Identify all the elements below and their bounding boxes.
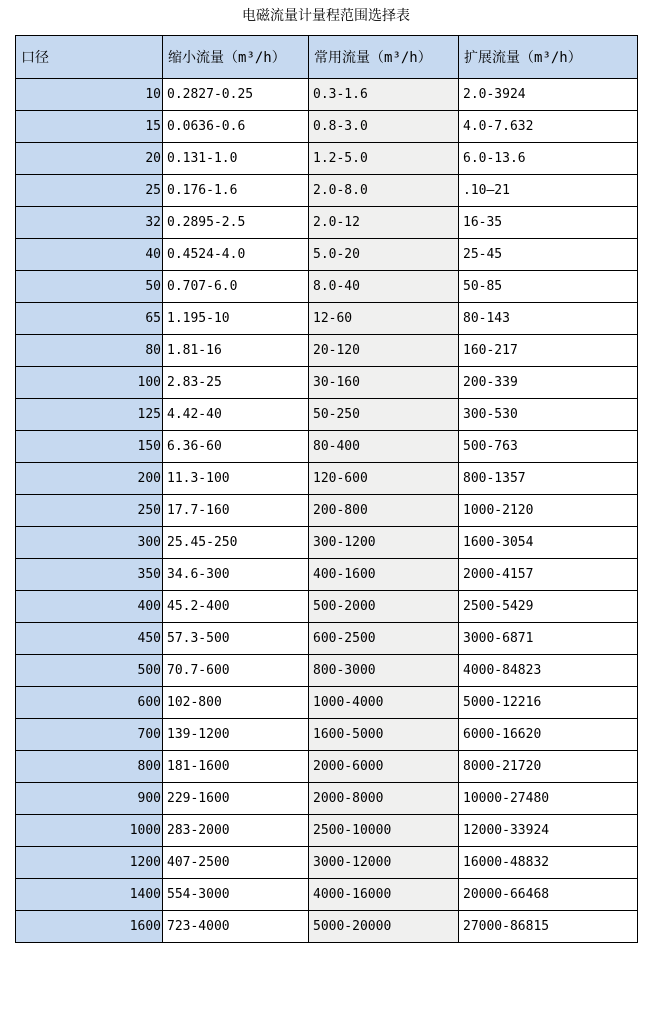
cell-reduced-flow: 283-2000 bbox=[163, 815, 309, 847]
table-row bbox=[16, 847, 638, 879]
cell-reduced-flow: 25.45-250 bbox=[163, 527, 309, 559]
cell-common-flow: 2000-6000 bbox=[309, 751, 459, 783]
cell-diameter: 500 bbox=[16, 655, 163, 687]
cell-reduced-flow: 17.7-160 bbox=[163, 495, 309, 527]
cell-common-flow: 0.3-1.6 bbox=[309, 79, 459, 111]
cell-diameter: 10 bbox=[16, 79, 163, 111]
cell-reduced-flow: 229-1600 bbox=[163, 783, 309, 815]
table-row bbox=[16, 879, 638, 911]
cell-extended-flow: 3000-6871 bbox=[459, 623, 638, 655]
header-cell-common-flow: 常用流量（m³/h） bbox=[309, 36, 459, 79]
cell-extended-flow: 5000-12216 bbox=[459, 687, 638, 719]
cell-extended-flow: 4.0-7.632 bbox=[459, 111, 638, 143]
cell-reduced-flow: 723-4000 bbox=[163, 911, 309, 943]
cell-diameter: 450 bbox=[16, 623, 163, 655]
cell-common-flow: 1000-4000 bbox=[309, 687, 459, 719]
cell-reduced-flow: 11.3-100 bbox=[163, 463, 309, 495]
cell-extended-flow: 12000-33924 bbox=[459, 815, 638, 847]
cell-common-flow: 3000-12000 bbox=[309, 847, 459, 879]
cell-diameter: 200 bbox=[16, 463, 163, 495]
cell-reduced-flow: 554-3000 bbox=[163, 879, 309, 911]
cell-extended-flow: 8000-21720 bbox=[459, 751, 638, 783]
cell-extended-flow: 16000-48832 bbox=[459, 847, 638, 879]
cell-extended-flow: 27000-86815 bbox=[459, 911, 638, 943]
cell-common-flow: 20-120 bbox=[309, 335, 459, 367]
cell-common-flow: 2.0-12 bbox=[309, 207, 459, 239]
cell-extended-flow: 800-1357 bbox=[459, 463, 638, 495]
table-row bbox=[16, 783, 638, 815]
cell-diameter: 32 bbox=[16, 207, 163, 239]
table-row bbox=[16, 623, 638, 655]
table-row bbox=[16, 175, 638, 207]
table-row bbox=[16, 431, 638, 463]
cell-diameter: 250 bbox=[16, 495, 163, 527]
cell-common-flow: 4000-16000 bbox=[309, 879, 459, 911]
cell-extended-flow: .10—21 bbox=[459, 175, 638, 207]
cell-extended-flow: 16-35 bbox=[459, 207, 638, 239]
cell-extended-flow: 6000-16620 bbox=[459, 719, 638, 751]
cell-diameter: 700 bbox=[16, 719, 163, 751]
cell-diameter: 1000 bbox=[16, 815, 163, 847]
table-row bbox=[16, 815, 638, 847]
table-row bbox=[16, 335, 638, 367]
cell-common-flow: 1.2-5.0 bbox=[309, 143, 459, 175]
cell-reduced-flow: 407-2500 bbox=[163, 847, 309, 879]
cell-extended-flow: 20000-66468 bbox=[459, 879, 638, 911]
table-body bbox=[16, 79, 638, 943]
table-row bbox=[16, 591, 638, 623]
cell-common-flow: 50-250 bbox=[309, 399, 459, 431]
cell-reduced-flow: 1.195-10 bbox=[163, 303, 309, 335]
cell-common-flow: 80-400 bbox=[309, 431, 459, 463]
table-row bbox=[16, 463, 638, 495]
header-row bbox=[16, 36, 638, 79]
cell-diameter: 1200 bbox=[16, 847, 163, 879]
cell-reduced-flow: 6.36-60 bbox=[163, 431, 309, 463]
cell-extended-flow: 1600-3054 bbox=[459, 527, 638, 559]
table-row bbox=[16, 911, 638, 943]
table-row bbox=[16, 79, 638, 111]
cell-reduced-flow: 34.6-300 bbox=[163, 559, 309, 591]
cell-common-flow: 400-1600 bbox=[309, 559, 459, 591]
table-row bbox=[16, 495, 638, 527]
cell-reduced-flow: 0.2895-2.5 bbox=[163, 207, 309, 239]
cell-extended-flow: 500-763 bbox=[459, 431, 638, 463]
table-row bbox=[16, 143, 638, 175]
cell-common-flow: 300-1200 bbox=[309, 527, 459, 559]
table-row bbox=[16, 271, 638, 303]
cell-common-flow: 2500-10000 bbox=[309, 815, 459, 847]
cell-extended-flow: 2.0-3924 bbox=[459, 79, 638, 111]
header-cell-reduced-flow: 缩小流量（m³/h） bbox=[163, 36, 309, 79]
cell-diameter: 350 bbox=[16, 559, 163, 591]
table-row bbox=[16, 527, 638, 559]
cell-common-flow: 2000-8000 bbox=[309, 783, 459, 815]
page-title: 电磁流量计量程范围选择表 bbox=[242, 8, 410, 24]
cell-reduced-flow: 45.2-400 bbox=[163, 591, 309, 623]
table-row bbox=[16, 111, 638, 143]
table-row bbox=[16, 207, 638, 239]
flow-range-table bbox=[15, 35, 638, 943]
cell-common-flow: 5000-20000 bbox=[309, 911, 459, 943]
header-cell-extended-flow: 扩展流量（m³/h） bbox=[459, 36, 638, 79]
cell-common-flow: 5.0-20 bbox=[309, 239, 459, 271]
cell-diameter: 40 bbox=[16, 239, 163, 271]
cell-common-flow: 1600-5000 bbox=[309, 719, 459, 751]
cell-common-flow: 800-3000 bbox=[309, 655, 459, 687]
cell-diameter: 125 bbox=[16, 399, 163, 431]
cell-common-flow: 500-2000 bbox=[309, 591, 459, 623]
cell-common-flow: 30-160 bbox=[309, 367, 459, 399]
cell-diameter: 100 bbox=[16, 367, 163, 399]
cell-diameter: 900 bbox=[16, 783, 163, 815]
cell-common-flow: 2.0-8.0 bbox=[309, 175, 459, 207]
cell-diameter: 1400 bbox=[16, 879, 163, 911]
cell-common-flow: 600-2500 bbox=[309, 623, 459, 655]
cell-reduced-flow: 0.707-6.0 bbox=[163, 271, 309, 303]
cell-reduced-flow: 2.83-25 bbox=[163, 367, 309, 399]
table-row bbox=[16, 559, 638, 591]
cell-reduced-flow: 4.42-40 bbox=[163, 399, 309, 431]
cell-extended-flow: 200-339 bbox=[459, 367, 638, 399]
cell-extended-flow: 25-45 bbox=[459, 239, 638, 271]
cell-diameter: 600 bbox=[16, 687, 163, 719]
cell-reduced-flow: 57.3-500 bbox=[163, 623, 309, 655]
cell-reduced-flow: 0.4524-4.0 bbox=[163, 239, 309, 271]
table-row bbox=[16, 399, 638, 431]
table-row bbox=[16, 303, 638, 335]
table-row bbox=[16, 687, 638, 719]
cell-common-flow: 12-60 bbox=[309, 303, 459, 335]
cell-diameter: 65 bbox=[16, 303, 163, 335]
cell-extended-flow: 6.0-13.6 bbox=[459, 143, 638, 175]
cell-extended-flow: 4000-84823 bbox=[459, 655, 638, 687]
cell-reduced-flow: 0.176-1.6 bbox=[163, 175, 309, 207]
cell-extended-flow: 2000-4157 bbox=[459, 559, 638, 591]
cell-diameter: 800 bbox=[16, 751, 163, 783]
cell-diameter: 25 bbox=[16, 175, 163, 207]
table-row bbox=[16, 655, 638, 687]
cell-extended-flow: 1000-2120 bbox=[459, 495, 638, 527]
table-row bbox=[16, 367, 638, 399]
cell-reduced-flow: 181-1600 bbox=[163, 751, 309, 783]
cell-diameter: 50 bbox=[16, 271, 163, 303]
cell-extended-flow: 2500-5429 bbox=[459, 591, 638, 623]
cell-reduced-flow: 139-1200 bbox=[163, 719, 309, 751]
table-row bbox=[16, 751, 638, 783]
cell-reduced-flow: 0.2827-0.25 bbox=[163, 79, 309, 111]
cell-diameter: 20 bbox=[16, 143, 163, 175]
cell-diameter: 300 bbox=[16, 527, 163, 559]
cell-diameter: 15 bbox=[16, 111, 163, 143]
cell-diameter: 1600 bbox=[16, 911, 163, 943]
cell-extended-flow: 10000-27480 bbox=[459, 783, 638, 815]
cell-common-flow: 200-800 bbox=[309, 495, 459, 527]
cell-extended-flow: 80-143 bbox=[459, 303, 638, 335]
cell-extended-flow: 50-85 bbox=[459, 271, 638, 303]
header-cell-diameter: 口径 bbox=[16, 36, 163, 79]
cell-common-flow: 0.8-3.0 bbox=[309, 111, 459, 143]
cell-reduced-flow: 1.81-16 bbox=[163, 335, 309, 367]
cell-reduced-flow: 102-800 bbox=[163, 687, 309, 719]
table-row bbox=[16, 719, 638, 751]
cell-extended-flow: 160-217 bbox=[459, 335, 638, 367]
cell-extended-flow: 300-530 bbox=[459, 399, 638, 431]
cell-diameter: 150 bbox=[16, 431, 163, 463]
cell-common-flow: 8.0-40 bbox=[309, 271, 459, 303]
cell-reduced-flow: 0.131-1.0 bbox=[163, 143, 309, 175]
cell-diameter: 80 bbox=[16, 335, 163, 367]
cell-common-flow: 120-600 bbox=[309, 463, 459, 495]
cell-reduced-flow: 0.0636-0.6 bbox=[163, 111, 309, 143]
table-row bbox=[16, 239, 638, 271]
cell-diameter: 400 bbox=[16, 591, 163, 623]
cell-reduced-flow: 70.7-600 bbox=[163, 655, 309, 687]
